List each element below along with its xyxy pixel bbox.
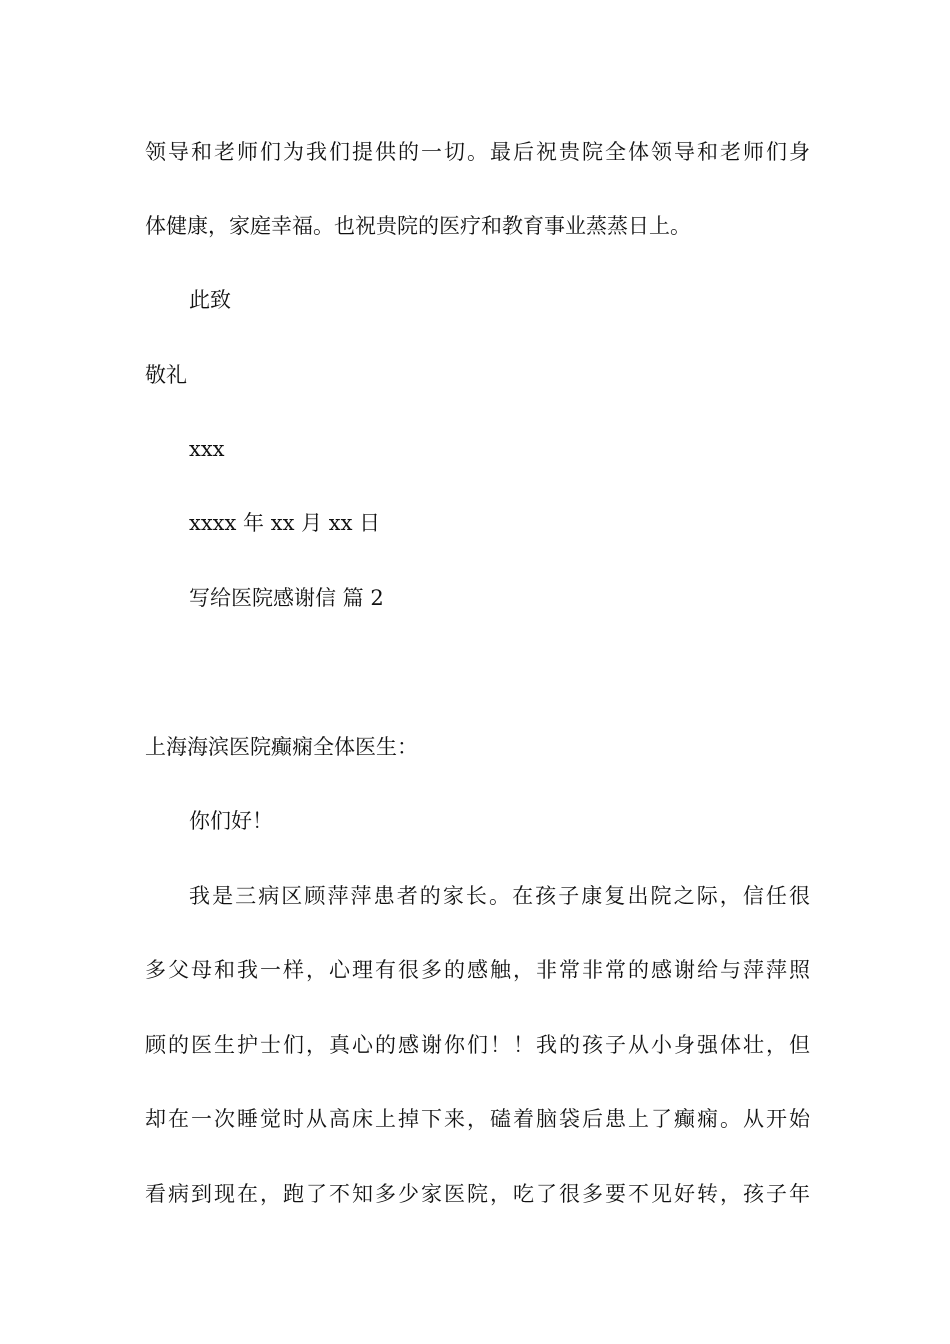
letter-greeting: 你们好！ bbox=[189, 809, 273, 833]
signature-name: xxx bbox=[189, 437, 225, 461]
paragraph-line-1: 领导和老师们为我们提供的一切。最后祝贵院全体领导和老师们身 bbox=[145, 140, 810, 164]
body-line-4: 却在一次睡觉时从高床上掉下来，磕着脑袋后患上了癫痫。从开始 bbox=[145, 1107, 810, 1131]
body-line-3: 顾的医生护士们，真心的感谢你们！！我的孩子从小身强体壮，但 bbox=[145, 1033, 810, 1057]
body-line-2: 多父母和我一样，心理有很多的感触，非常非常的感谢给与萍萍照 bbox=[145, 958, 810, 982]
letter-recipient: 上海海滨医院癫痫全体医生： bbox=[145, 735, 418, 759]
body-line-5: 看病到现在，跑了不知多少家医院，吃了很多要不见好转，孩子年 bbox=[145, 1182, 810, 1206]
body-line-1: 我是三病区顾萍萍患者的家长。在孩子康复出院之际，信任很 bbox=[189, 884, 810, 908]
paragraph-line-2: 体健康，家庭幸福。也祝贵院的医疗和教育事业蒸蒸日上。 bbox=[145, 214, 691, 238]
closing-salutation: 此致 bbox=[189, 288, 231, 312]
section-title: 写给医院感谢信 篇 2 bbox=[189, 586, 384, 610]
signature-date: xxxx 年 xx 月 xx 日 bbox=[189, 511, 381, 535]
closing-regards: 敬礼 bbox=[145, 363, 187, 387]
